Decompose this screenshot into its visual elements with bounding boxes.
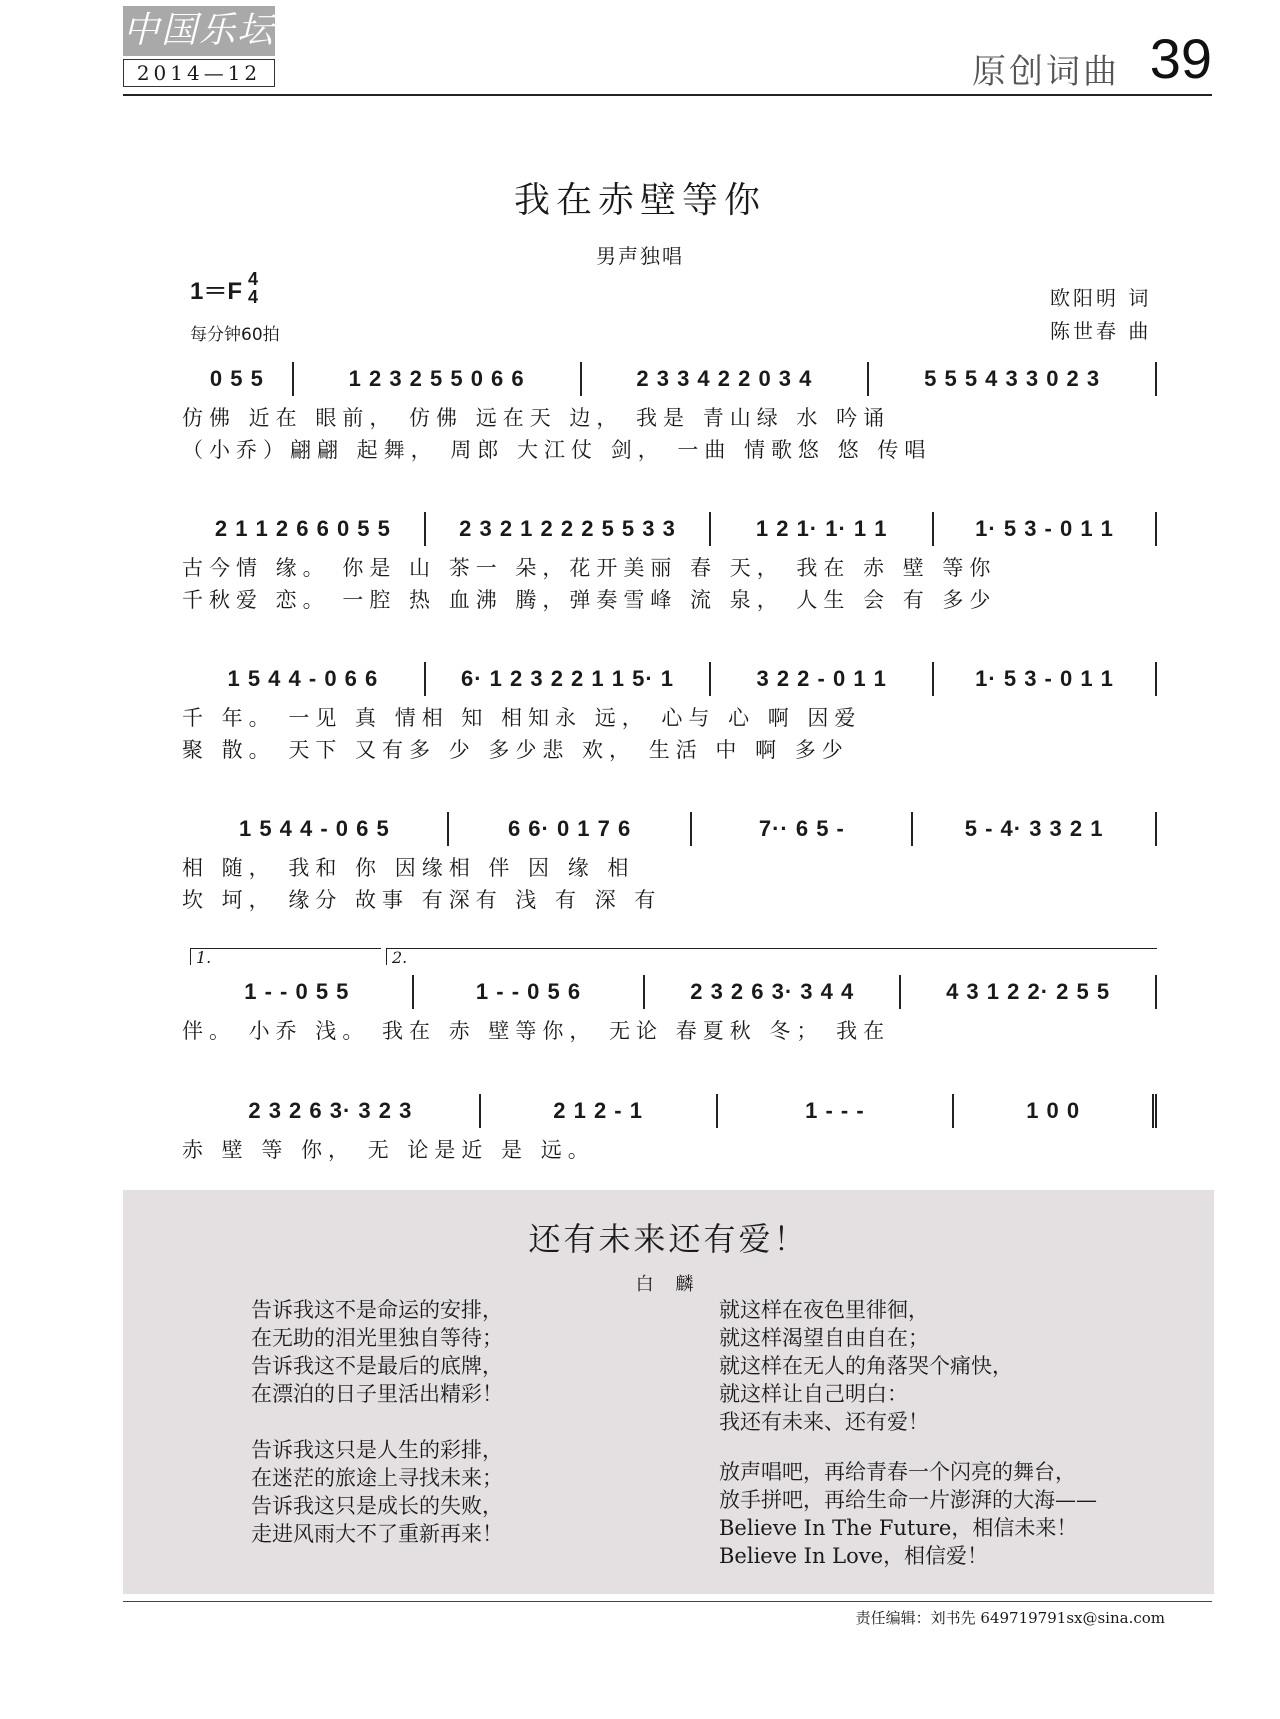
poem-line: 在无助的泪光里独自等待； — [251, 1326, 503, 1350]
poem-author: 白 麟 — [635, 1274, 702, 1295]
score-system-2 — [182, 512, 1157, 616]
bar: 2 1 2 - 1 — [481, 1094, 718, 1128]
key-signature — [190, 270, 258, 306]
notes-line — [182, 1094, 1157, 1128]
volta-1-label: 1. — [196, 948, 212, 967]
poem-stanza — [251, 1296, 503, 1408]
editor-credit: 责任编辑：刘书先 649719791sx@sina.com — [855, 1609, 1165, 1627]
composer-credit: 陈世春 曲 — [1050, 319, 1152, 343]
lyric-line: 仿佛 近在 眼前， 仿佛 远在天 边， 我是 青山绿 水 吟诵 — [182, 406, 891, 430]
notes-line — [182, 512, 1157, 546]
poem-line: 就这样在无人的角落哭个痛快， — [719, 1354, 1013, 1378]
bar: 2 3 2 6 3· 3 4 4 — [645, 975, 901, 1009]
lyric-line: 千 年。 一见 真 情相 知 相知永 远， 心与 心 啊 因爱 — [182, 706, 862, 730]
bar: 0 5 5 — [182, 362, 294, 396]
poem-line: 在迷茫的旅途上寻找未来； — [251, 1466, 503, 1490]
song-subtitle: 男声独唱 — [596, 244, 684, 268]
bar: 6· 1 2 3 2 2 1 1 5· 1 — [426, 662, 712, 696]
poem-right-column — [719, 1296, 1097, 1598]
poem-line: 我还有未来、还有爱！ — [719, 1410, 929, 1434]
page-number: 39 — [1149, 27, 1212, 90]
notes-line — [182, 975, 1157, 1009]
poem-line: 告诉我这不是命运的安排， — [251, 1298, 503, 1322]
poem-line: 放手拼吧，再给生命一片澎湃的大海—— — [719, 1488, 1097, 1512]
poem-box — [123, 1190, 1214, 1594]
score-system-1 — [182, 362, 1157, 466]
poem-line: 走进风雨大不了重新再来！ — [251, 1522, 503, 1546]
song-title: 我在赤壁等你 — [513, 180, 766, 221]
bar: 1 5 4 4 - 0 6 5 — [182, 812, 449, 846]
lyric-line: 聚 散。 天下 又有多 少 多少悲 欢， 生活 中 啊 多少 — [182, 738, 849, 762]
lyric-line: 古今情 缘。 你是 山 茶一 朵，花开美丽 春 天， 我在 赤 壁 等你 — [182, 556, 997, 580]
score-system-5 — [182, 975, 1157, 1047]
notes-line — [182, 662, 1157, 696]
issue-label: 2014—12 — [123, 59, 275, 87]
lyric-line: 千秋爱 恋。 一腔 热 血沸 腾，弹奏雪峰 流 泉， 人生 会 有 多少 — [182, 588, 997, 612]
bar: 5 5 5 4 3 3 0 2 3 — [869, 362, 1157, 396]
bar: 1· 5 3 - 0 1 1 — [934, 512, 1157, 546]
volta-2-bracket — [386, 948, 1157, 965]
bar: 1 - - 0 5 6 — [414, 975, 646, 1009]
tempo-label: 每分钟60拍 — [190, 325, 280, 345]
poem-line: 就这样让自己明白： — [719, 1382, 908, 1406]
volta-1-bracket — [190, 948, 381, 965]
poem-stanza — [251, 1436, 503, 1548]
bar: 3 2 2 - 0 1 1 — [711, 662, 934, 696]
lyric-line: 伴。 小乔 浅。 我在 赤 壁等你， 无论 春夏秋 冬； 我在 — [182, 1019, 891, 1043]
poem-line: 就这样渴望自由自在； — [719, 1326, 929, 1350]
section-title: 原创词曲 — [972, 52, 1120, 92]
bar: 1 2 3 2 5 5 0 6 6 — [294, 362, 582, 396]
header-rule — [123, 94, 1212, 96]
bar: 1 5 4 4 - 0 6 6 — [182, 662, 426, 696]
poem-line: 就这样在夜色里徘徊， — [719, 1298, 929, 1322]
bar: 7·· 6 5 - — [692, 812, 913, 846]
score-system-6 — [182, 1094, 1157, 1166]
notes-line — [182, 362, 1157, 396]
bar: 2 1 1 2 6 6 0 5 5 — [182, 512, 426, 546]
score-system-3 — [182, 662, 1157, 766]
bar: 6 6· 0 1 7 6 — [449, 812, 693, 846]
bar: 1 2 1· 1· 1 1 — [711, 512, 934, 546]
poem-line: 告诉我这不是最后的底牌， — [251, 1354, 503, 1378]
lyricist-credit: 欧阳明 词 — [1050, 286, 1152, 310]
poem-title: 还有未来还有爱！ — [528, 1220, 809, 1258]
lyric-line: 坎 坷， 缘分 故事 有深有 浅 有 深 有 — [182, 888, 662, 912]
poem-line: 告诉我这只是成长的失败， — [251, 1494, 503, 1518]
bar: 1 - - 0 5 5 — [182, 975, 414, 1009]
poem-line: Believe In The Future，相信未来！ — [719, 1516, 1078, 1540]
poem-line: 放声唱吧，再给青春一个闪亮的舞台， — [719, 1460, 1076, 1484]
lyric-line: 相 随， 我和 你 因缘相 伴 因 缘 相 — [182, 856, 635, 880]
notes-line — [182, 812, 1157, 846]
poem-stanza — [719, 1296, 1097, 1436]
bar: 2 3 3 4 2 2 0 3 4 — [582, 362, 870, 396]
poem-line: 告诉我这只是人生的彩排， — [251, 1438, 503, 1462]
magazine-logo: 中国乐坛 — [123, 6, 275, 56]
time-bottom: 4 — [248, 287, 259, 307]
poem-left-column — [251, 1296, 503, 1576]
lyric-line: 赤 壁 等 你， 无 论是近 是 远。 — [182, 1138, 595, 1162]
lyric-line: （小乔）翩翩 起舞， 周郎 大江仗 剑， 一曲 情歌悠 悠 传唱 — [182, 438, 932, 462]
poem-stanza — [719, 1458, 1097, 1570]
bar: 2 3 2 6 3· 3 2 3 — [182, 1094, 481, 1128]
volta-2-label: 2. — [392, 948, 408, 967]
time-signature — [248, 270, 258, 306]
poem-line: Believe In Love，相信爱！ — [719, 1544, 989, 1568]
bar: 1 0 0 — [954, 1094, 1157, 1128]
bar: 5 - 4· 3 3 2 1 — [913, 812, 1157, 846]
poem-line: 在漂泊的日子里活出精彩！ — [251, 1382, 503, 1406]
bar: 4 3 1 2 2· 2 5 5 — [901, 975, 1157, 1009]
footer-rule — [123, 1601, 1212, 1602]
key-label: 1＝F — [190, 277, 243, 305]
bar: 1· 5 3 - 0 1 1 — [934, 662, 1157, 696]
score-system-4 — [182, 812, 1157, 916]
bar: 1 - - - — [718, 1094, 955, 1128]
bar: 2 3 2 1 2 2 2 5 5 3 3 — [426, 512, 712, 546]
time-top: 4 — [248, 269, 259, 289]
